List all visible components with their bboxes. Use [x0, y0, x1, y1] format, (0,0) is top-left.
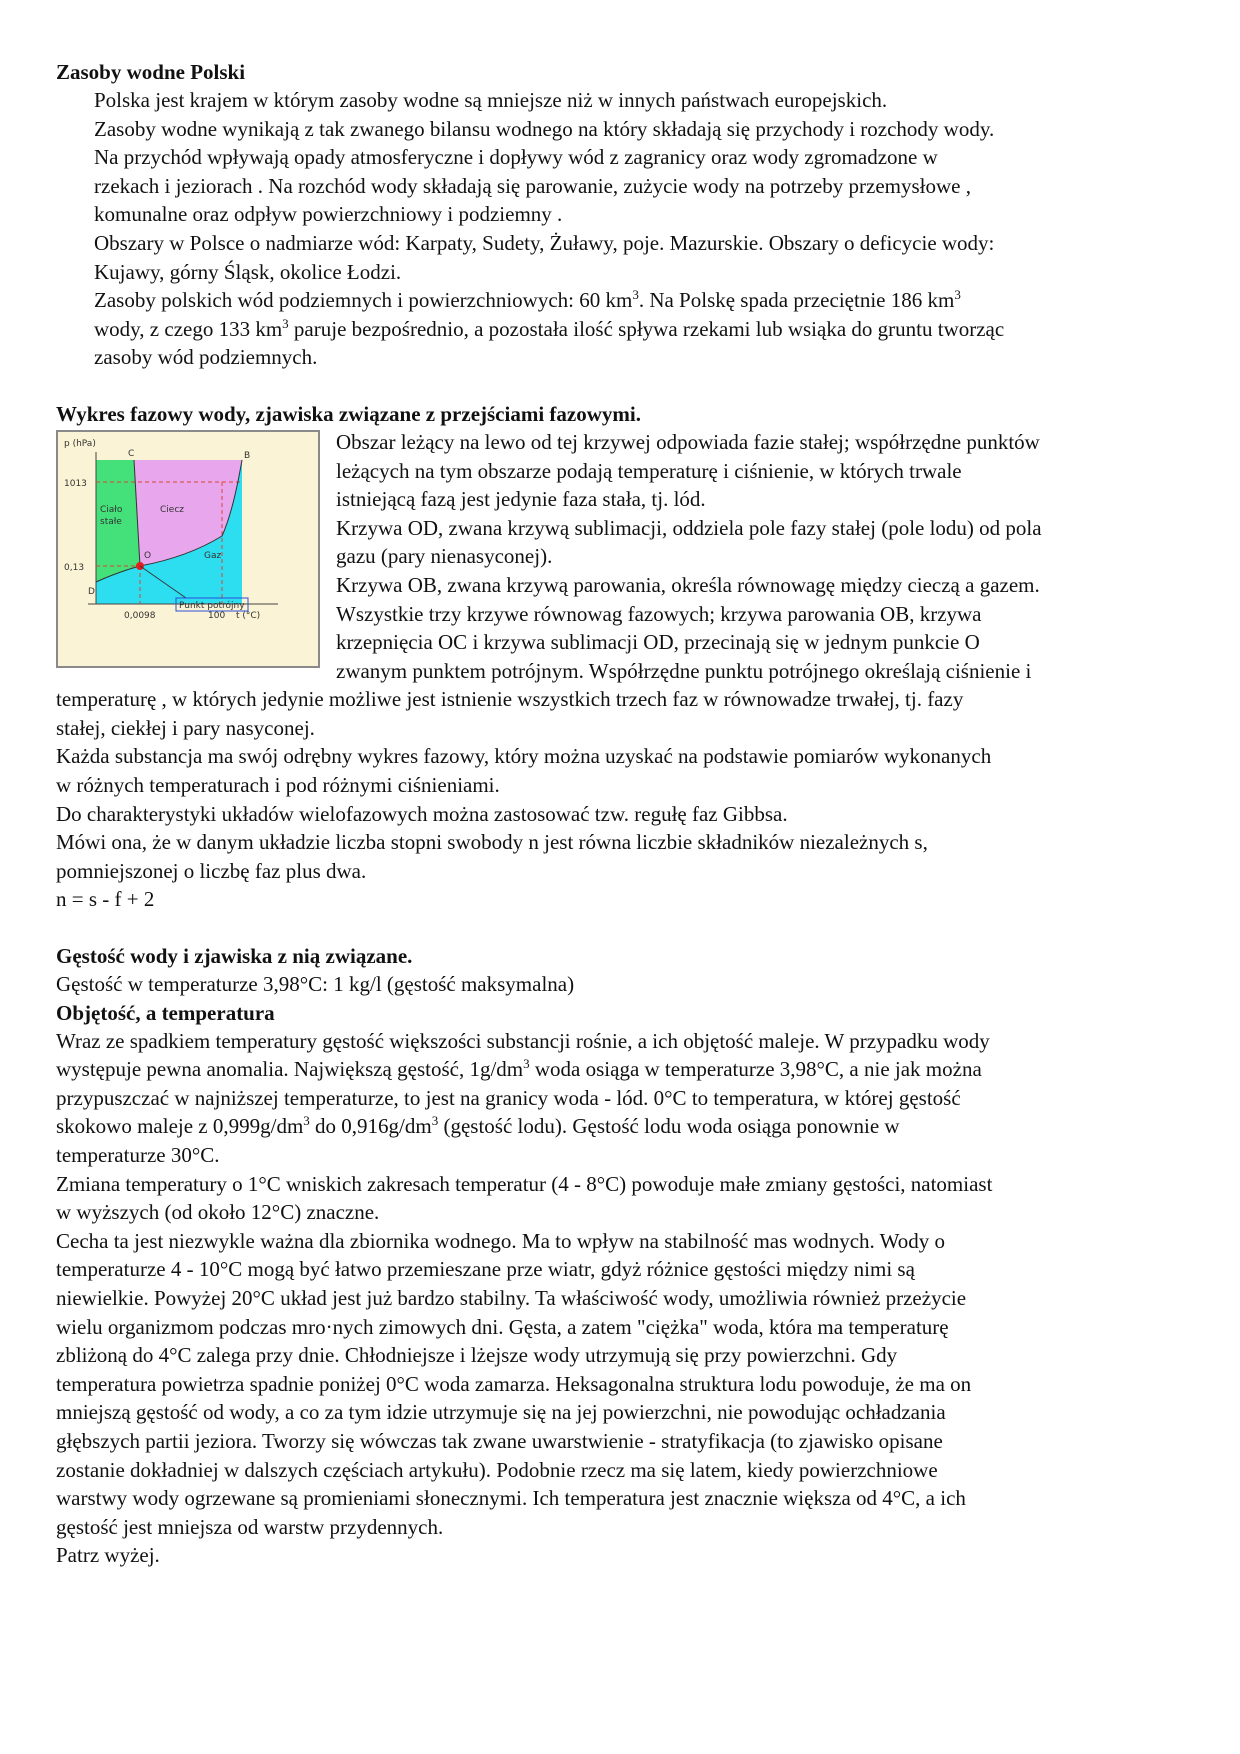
y-tick-1013: 1013 — [64, 478, 87, 489]
paragraph-line: Mówi ona, że w danym układzie liczba stopni swobody n jest równa liczbie składników niezależnych s, — [56, 830, 928, 855]
superscript: 3 — [523, 1056, 530, 1072]
paragraph-line: istniejącą fazą jest jedynie faza stała, tj. lód. — [336, 487, 706, 512]
paragraph-line: zwanym punktem potrójnym. Współrzędne punktu potrójnego określają ciśnienie i — [336, 658, 1032, 683]
section-heading-water-resources: Zasoby wodne Polski — [56, 60, 246, 84]
phase-diagram-svg — [58, 432, 314, 662]
paragraph-line: Krzywa OD, zwana krzywą sublimacji, oddziela pole fazy stałej (pole lodu) od pola — [336, 515, 1042, 540]
paragraph-line: warstwy wody ogrzewane są promieniami słonecznymi. Ich temperatura jest znacznie większa od 4°C, a ich — [56, 1486, 966, 1511]
paragraph-line — [56, 1112, 1186, 1141]
paragraph-line: gazu (pary nienasyconej). — [336, 544, 553, 569]
text-run: woda osiąga w temperaturze 3,98°C, a nie jak można — [529, 1057, 982, 1082]
paragraph-line: Wszystkie trzy krzywe równowag fazowych; krzywa parowania OB, krzywa — [336, 601, 982, 626]
paragraph-line: rzekach i jeziorach . Na rozchód wody składają się parowanie, zużycie wody na potrzeby przemysłowe , — [94, 173, 971, 198]
paragraph-line: w różnych temperaturach i pod różnymi ciśnieniami. — [56, 773, 500, 798]
paragraph-line: Zmiana temperatury o 1°C wniskich zakresach temperatur (4 - 8°C) powoduje małe zmiany gęstości, natomiast — [56, 1171, 993, 1196]
paragraph-line: przypuszczać w najniższej temperaturze, to jest na granicy woda - lód. 0°C to temperatura, w której gęstość — [56, 1085, 961, 1110]
text-run: wody, z czego 133 km — [94, 316, 283, 341]
paragraph-line: Do charakterystyki układów wielofazowych można zastosować tzw. regułę faz Gibbsa. — [56, 801, 788, 826]
paragraph-line: temperaturę , w których jedynie możliwe jest istnienie wszystkich trzech faz w równowadze trwałej, tj. fazy — [56, 687, 964, 712]
label-solid: Ciało — [100, 504, 123, 515]
paragraph-line: zasoby wód podziemnych. — [94, 345, 318, 370]
text-run: paruje bezpośrednio, a pozostała ilość spływa rzekami lub wsiąka do gruntu tworząc — [288, 316, 1005, 341]
paragraph-line: Cecha ta jest niezwykle ważna dla zbiornika wodnego. Ma to wpływ na stabilność mas wodnych. Wody o — [56, 1228, 946, 1253]
paragraph-line: w wyższych (od około 12°C) znaczne. — [56, 1200, 380, 1225]
paragraph-line: Polska jest krajem w którym zasoby wodne są mniejsze niż w innych państwach europejskich. — [94, 88, 888, 112]
paragraph-line: Wraz ze spadkiem temperatury gęstość większości substancji rośnie, a ich objętość maleje. W przypadku wody — [56, 1028, 990, 1053]
paragraph-line: wielu organizmom podczas mro·nych zimowych dni. Gęsta, a zatem "ciężka" woda, która ma temperaturę — [56, 1314, 949, 1339]
section-heading-density: Gęstość wody i zjawiska z nią związane. — [56, 944, 413, 969]
label-solid-2: stałe — [100, 516, 122, 527]
superscript: 3 — [954, 287, 961, 303]
label-gas: Gaz — [204, 550, 222, 561]
paragraph-line: Zasoby wodne wynikają z tak zwanego bilansu wodnego na który składają się przychody i rozchody wody. — [94, 116, 995, 141]
paragraph-line: temperaturze 30°C. — [56, 1143, 220, 1167]
paragraph-line: zbliżoną do 4°C zalega przy dnie. Chłodniejsze i lżejsze wody utrzymują się przy powierzchni. Gdy — [56, 1343, 898, 1368]
paragraph-line: Każda substancja ma swój odrębny wykres fazowy, który można uzyskać na podstawie pomiarów wykonanych — [56, 744, 992, 769]
superscript: 3 — [431, 1113, 439, 1129]
x-axis-unit: t (°C) — [236, 610, 261, 621]
text-run: Zasoby polskich wód podziemnych i powierzchniowych: 60 km — [94, 288, 633, 313]
gibbs-formula: n = s - f + 2 — [56, 887, 155, 912]
paragraph-line: temperaturze 4 - 10°C mogą być łatwo przemieszane prze wiatr, gdyż różnice gęstości między nimi są — [56, 1257, 915, 1282]
paragraph-line — [56, 315, 1186, 344]
paragraph-line: temperatura powietrza spadnie poniżej 0°C woda zamarza. Heksagonalna struktura lodu powoduje, że ma on — [56, 1371, 972, 1396]
paragraph-line: Krzywa OB, zwana krzywą parowania, określa równowagę między cieczą a gazem. — [336, 572, 1040, 597]
paragraph-line: krzepnięcia OC i krzywa sublimacji OD, przecinają się w jednym punkcie O — [336, 630, 980, 655]
paragraph-line: zostanie dokładniej w dalszych częściach artykułu). Podobnie rzecz ma się latem, kiedy powierzchniowe — [56, 1457, 938, 1482]
paragraph-line: mniejszą gęstość od wody, a co za tym idzie utrzymuje się na jej powierzchni, nie powodując ochładzania — [56, 1400, 946, 1425]
paragraph-line: komunalne oraz odpływ powierzchniowy i podziemny . — [94, 202, 563, 227]
text-run: skokowo maleje z 0,999g/dm — [56, 1114, 304, 1139]
paragraph-line: niewielkie. Powyżej 20°C układ jest już bardzo stabilny. Ta właściwość wody, umożliwia również przeżycie — [56, 1285, 967, 1310]
superscript: 3 — [632, 287, 639, 303]
paragraph-line: Obszary w Polsce o nadmiarze wód: Karpaty, Sudety, Żuławy, poje. Mazurskie. Obszary o deficycie wody: — [94, 230, 995, 255]
triple-point-label: Punkt potrójny — [179, 600, 245, 611]
paragraph-line: głębszych partii jeziora. Tworzy się wówczas tak zwane uwarstwienie - stratyfikacja (to zjawisko opisane — [56, 1428, 943, 1453]
point-O-label: O — [144, 550, 152, 561]
paragraph-line: leżących na tym obszarze podają temperaturę i ciśnienie, w których trwale — [336, 458, 962, 483]
x-tick-00098: 0,0098 — [124, 610, 156, 621]
paragraph-line: Obszar leżący na lewo od tej krzywej odpowiada fazie stałej; współrzędne punktów — [336, 429, 1040, 454]
paragraph-line — [56, 286, 1186, 315]
paragraph-line: Na przychód wpływają opady atmosferyczne i dopływy wód z zagranicy oraz wody zgromadzone w — [94, 145, 938, 170]
label-liquid: Ciecz — [160, 504, 184, 515]
paragraph-line: gęstość jest mniejsza od warstw przydennych. — [56, 1514, 444, 1539]
x-tick-100: 100 — [208, 610, 226, 621]
text-run: do 0,916g/dm — [309, 1114, 432, 1139]
paragraph-line: pomniejszonej o liczbę faz plus dwa. — [56, 858, 367, 883]
document-page — [56, 58, 1186, 1570]
y-axis-unit: p (hPa) — [64, 438, 96, 449]
point-C-label: C — [128, 448, 135, 459]
point-D-label: D — [88, 586, 95, 597]
superscript: 3 — [303, 1113, 310, 1129]
text-run: występuje pewna anomalia. Największą gęstość, 1g/dm — [56, 1057, 524, 1082]
text-run: (gęstość lodu). Gęstość lodu woda osiąga ponownie w — [438, 1114, 900, 1139]
paragraph-line: Patrz wyżej. — [56, 1543, 160, 1568]
section-phase-diagram — [56, 400, 1186, 914]
paragraph-line: stałej, ciekłej i pary nasyconej. — [56, 715, 315, 740]
point-B-label: B — [244, 450, 251, 461]
superscript: 3 — [282, 315, 289, 331]
section-heading-phase-diagram: Wykres fazowy wody, zjawiska związane z przejściami fazowymi. — [56, 401, 641, 426]
subheading-volume-temperature: Objętość, a temperatura — [56, 1000, 275, 1025]
paragraph-line — [56, 1055, 1186, 1084]
paragraph-line: Gęstość w temperaturze 3,98°C: 1 kg/l (gęstość maksymalna) — [56, 972, 575, 997]
text-run: . Na Polskę spada przeciętnie 186 km — [638, 288, 955, 313]
y-tick-013: 0,13 — [64, 562, 85, 573]
phase-diagram-figure — [56, 430, 320, 668]
paragraph-line: Kujawy, górny Śląsk, okolice Łodzi. — [94, 259, 402, 284]
